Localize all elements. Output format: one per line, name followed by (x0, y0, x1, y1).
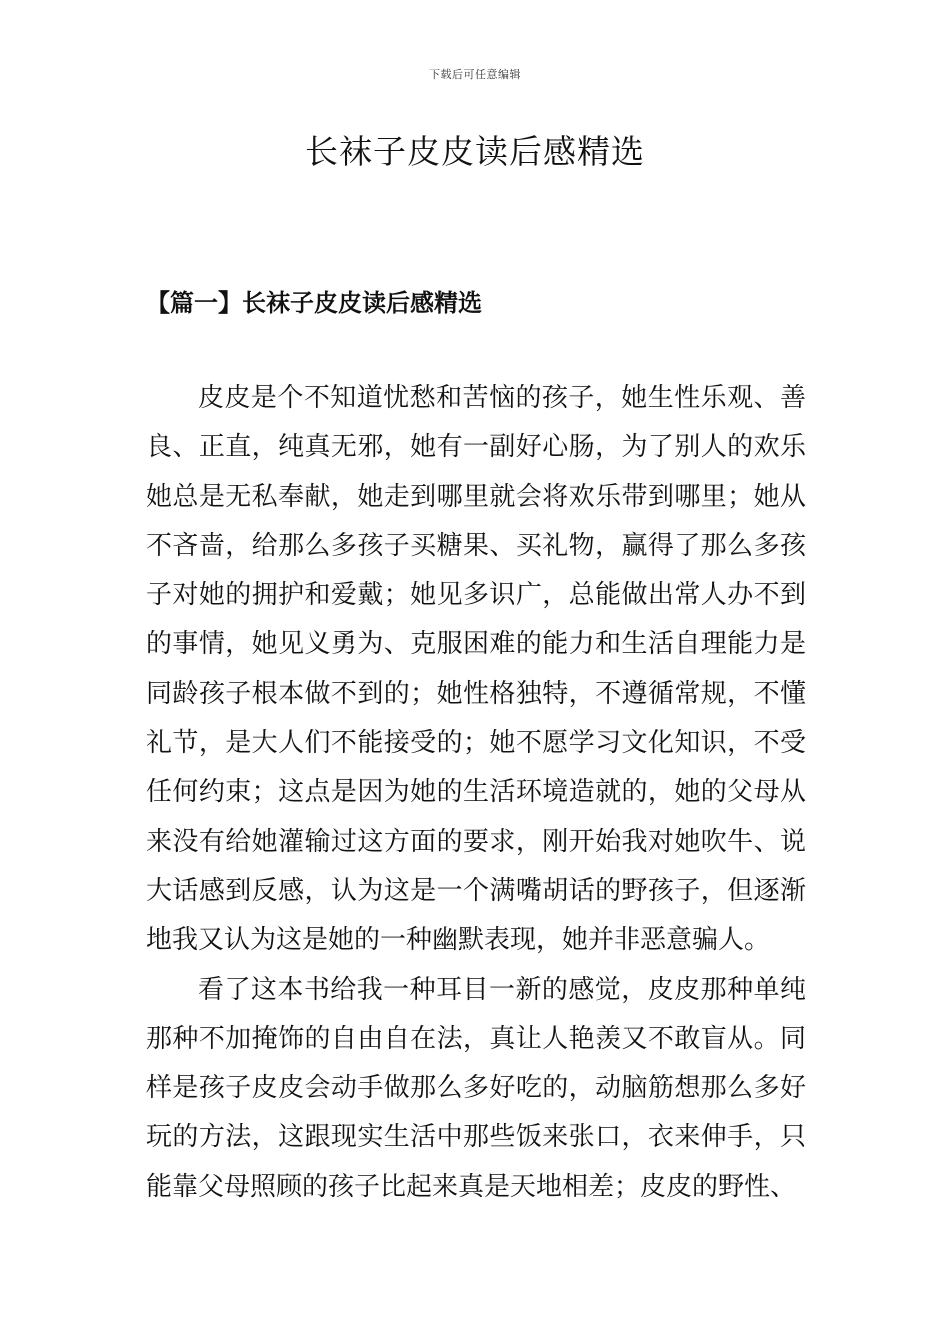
section-heading: 【篇一】长袜子皮皮读后感精选 (146, 288, 482, 317)
body-text (146, 374, 806, 1212)
paragraph: 看了这本书给我一种耳目一新的感觉，皮皮那种单纯那种不加掩饰的自由自在法，真让人艳羡又不敢盲从。同样是孩子皮皮会动手做那么多好吃的，动脑筋想那么多好玩的方法，这跟现实生活中那些饭来张口，衣来伸手，只能靠父母照顾的孩子比起来真是天地相差；皮皮的野性、 (146, 974, 806, 1202)
document-title: 长袜子皮皮读后感精选 (305, 132, 645, 171)
header-note: 下载后可任意编辑 (429, 68, 521, 81)
paragraph: 皮皮是个不知道忧愁和苦恼的孩子，她生性乐观、善良、正直，纯真无邪，她有一副好心肠，为了别人的欢乐她总是无私奉献，她走到哪里就会将欢乐带到哪里；她从不吝啬，给那么多孩子买糖果、买礼物，赢得了那么多孩子对她的拥护和爱戴；她见多识广，总能做出常人办不到的事情，她见义勇为、克服困难的能力和生活自理能力是同龄孩子根本做不到的；她性格独特，不遵循常规，不懂礼节，是大人们不能接受的；她不愿学习文化知识，不受任何约束；这点是因为她的生活环境造就的，她的父母从来没有给她灌输过这方面的要求，刚开始我对她吹牛、说大话感到反感，认为这是一个满嘴胡话的野孩子，但逐渐地我又认为这是她的一种幽默表现，她并非恶意骗人。 (146, 383, 806, 956)
